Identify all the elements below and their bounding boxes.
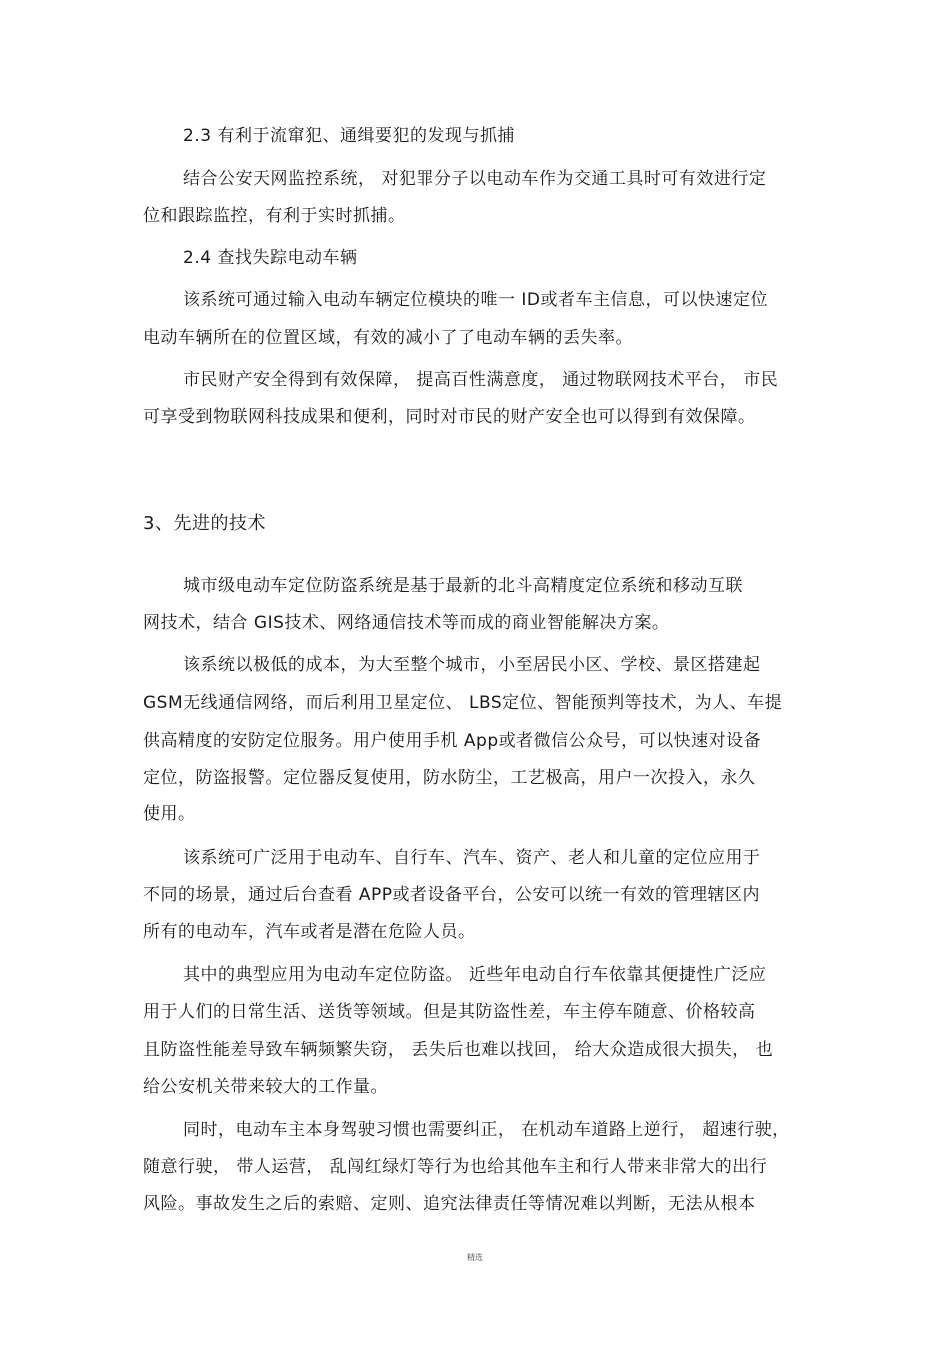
paragraph-line: 该系统可通过输入电动车辆定位模块的唯一 ID或者车主信息，可以快速定位 (183, 290, 769, 310)
paragraph-line: 结合公安天网监控系统， 对犯罪分子以电动车作为交通工具时可有效进行定 (183, 169, 767, 189)
paragraph-line: 可享受到物联网科技成果和便利，同时对市民的财产安全也可以得到有效保障。 (143, 407, 756, 427)
section-heading-2-4: 2.4 查找失踪电动车辆 (183, 248, 358, 268)
paragraph-line: 供高精度的安防定位服务。用户使用手机 App或者微信公众号，可以快速对设备 (143, 731, 762, 751)
paragraph-line: 电动车辆所在的位置区域，有效的减小了了电动车辆的丢失率。 (143, 328, 633, 348)
paragraph-line: 随意行驶， 带人运营， 乱闯红绿灯等行为也给其他车主和行人带来非常大的出行 (143, 1157, 768, 1177)
paragraph-line: 给公安机关带来较大的工作量。 (143, 1077, 388, 1097)
paragraph-line: 使用。 (143, 804, 196, 824)
paragraph-line: 所有的电动车，汽车或者是潜在危险人员。 (143, 922, 476, 942)
paragraph-line: 该系统可广泛用于电动车、自行车、汽车、资产、老人和儿童的定位应用于 (183, 848, 761, 868)
paragraph-line: 网技术，结合 GIS技术、网络通信技术等而成的商业智能解决方案。 (143, 613, 670, 633)
paragraph-line: 同时，电动车主本身驾驶习惯也需要纠正， 在机动车道路上逆行， 超速行驶， (183, 1120, 790, 1140)
page-footer-label: 精选 (467, 1253, 483, 1262)
paragraph-line: 该系统以极低的成本，为大至整个城市，小至居民小区、学校、景区搭建起 (183, 655, 761, 675)
paragraph-line: 城市级电动车定位防盗系统是基于最新的北斗高精度定位系统和移动互联 (183, 576, 743, 596)
paragraph-line: 不同的场景，通过后台查看 APP或者设备平台，公安可以统一有效的管理辖区内 (143, 885, 761, 905)
paragraph-line: 定位，防盗报警。定位器反复使用，防水防尘，工艺极高，用户一次投入，永久 (143, 768, 756, 788)
paragraph-line: 风险。事故发生之后的索赔、定则、追究法律责任等情况难以判断，无法从根本 (143, 1194, 756, 1214)
paragraph-line: 其中的典型应用为电动车定位防盗。 近些年电动自行车依靠其便捷性广泛应 (183, 965, 767, 985)
paragraph-line: 位和跟踪监控，有利于实时抓捕。 (143, 206, 406, 226)
paragraph-line: 用于人们的日常生活、送货等领域。但是其防盗性差，车主停车随意、价格较高 (143, 1002, 756, 1022)
section-heading-3: 3、先进的技术 (143, 513, 266, 534)
paragraph-line: 市民财产安全得到有效保障， 提高百性满意度， 通过物联网技术平台， 市民 (183, 370, 779, 390)
paragraph-line: GSM无线通信网络，而后利用卫星定位、 LBS定位、智能预判等技术，为人、车提 (143, 693, 783, 713)
section-heading-2-3: 2.3 有利于流窜犯、通缉要犯的发现与抓捕 (183, 126, 515, 146)
paragraph-line: 且防盗性能差导致车辆频繁失窃， 丢失后也难以找回， 给大众造成很大损失， 也 (143, 1040, 774, 1060)
